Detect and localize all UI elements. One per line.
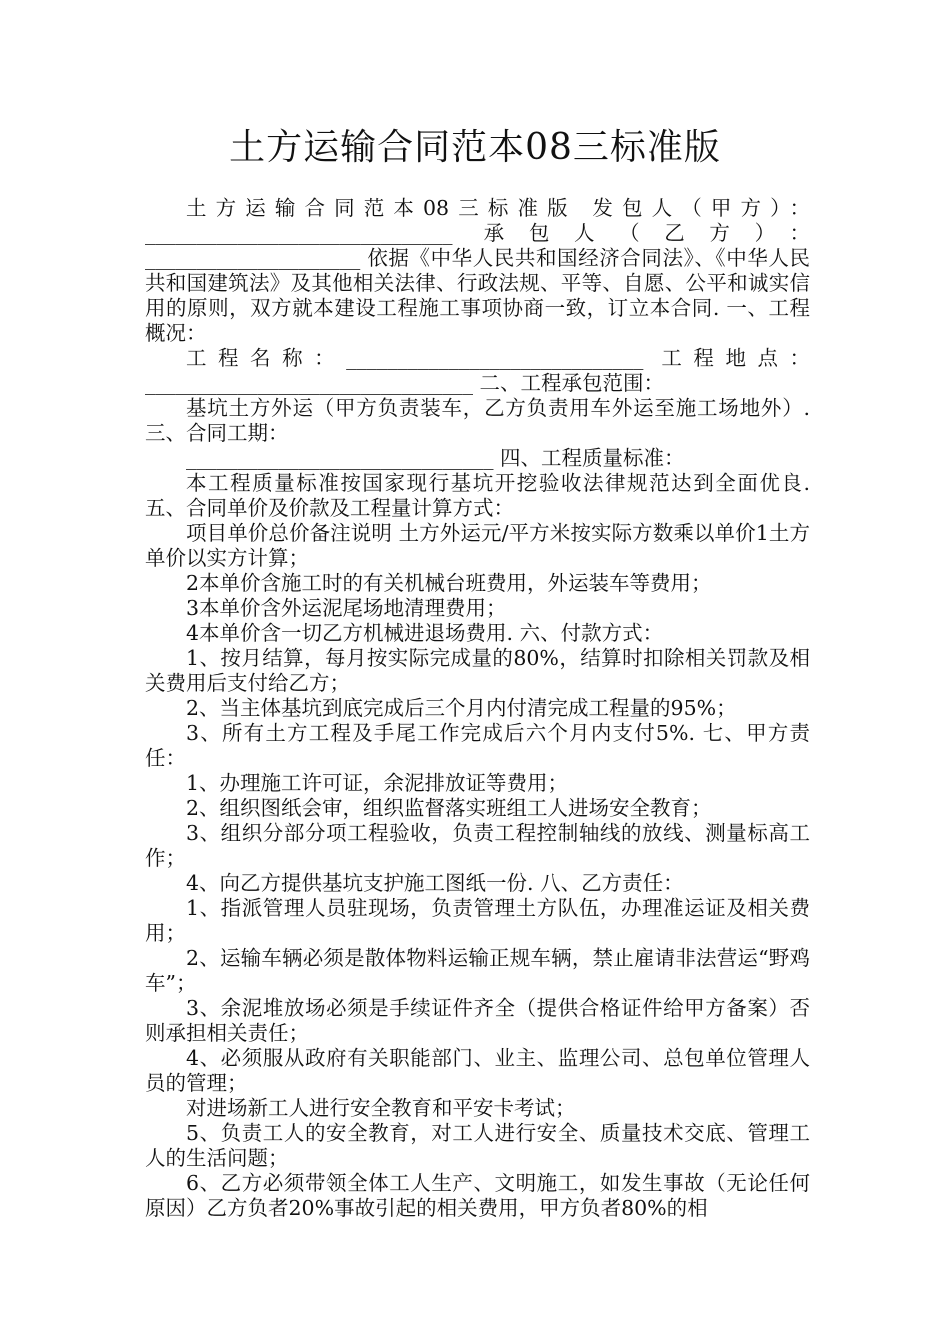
paragraph-party-a-3: 3、组织分部分项工程验收，负责工程控制轴线的放线、测量标高工作； [145,821,810,870]
paragraph-party-b-1: 1、指派管理人员驻现场，负责管理土方队伍，办理准运证及相关费用； [145,896,810,945]
paragraph-project-name: 工程名称：_____________________________ 工程地点：________________________________ 二、工程承包范围： [145,346,810,395]
paragraph-safety-exam: 对进场新工人进行安全教育和平安卡考试； [186,1096,576,1120]
paragraph-intro: 土方运输合同范本08三标准版 发包人（甲方）：______________________________ 承包人（乙方）：_____________________ 依据《中华人民共和国经济合同法》、《中华人民共和国建筑法》及其他相关法律、行政法规、平等、自愿、公平和诚实信用的原则，双方就本建设工程施工事项协商一致，订立本合同. 一、工程概况： [145,196,810,345]
paragraph-party-b-6: 6、乙方必须带领全体工人生产、文明施工，如发生事故（无论任何原因）乙方负者20%事故引起的相关费用，甲方负者80%的相 [145,1171,810,1220]
paragraph-party-b-4: 4、必须服从政府有关职能部门、业主、监理公司、总包单位管理人员的管理； [145,1046,810,1095]
paragraph-scope: 基坑土方外运（甲方负责装车，乙方负责用车外运至施工场地外）. 三、合同工期： [145,396,810,445]
paragraph-quality: 本工程质量标准按国家现行基坑开挖验收法律规范达到全面优良. 五、合同单价及价款及工程量计算方式： [145,471,810,520]
paragraph-payment-2: 2、当主体基坑到底完成后三个月内付清完成工程量的95%； [186,696,737,720]
paragraph-price-2: 2本单价含施工时的有关机械台班费用，外运装车等费用； [186,571,712,595]
document-body [145,196,810,1221]
paragraph-party-b-5: 5、负责工人的安全教育，对工人进行安全、质量技术交底、管理工人的生活问题； [145,1121,810,1170]
paragraph-party-a-4: 4、向乙方提供基坑支护施工图纸一份. 八、乙方责任： [186,871,684,895]
document-title: 土方运输合同范本08三标准版 [229,127,721,168]
paragraph-party-a-2: 2、组织图纸会审，组织监督落实班组工人进场安全教育； [186,796,712,820]
paragraph-party-a-1: 1、办理施工许可证，余泥排放证等费用； [186,771,569,795]
paragraph-party-b-3: 3、余泥堆放场必须是手续证件齐全（提供合格证件给甲方备案）否则承担相关责任； [145,996,810,1045]
paragraph-price-4: 4本单价含一切乙方机械进退场费用. 六、付款方式： [186,621,664,645]
paragraph-period: ______________________________ 四、工程质量标准： [186,446,685,470]
paragraph-price-3: 3本单价含外运泥尾场地清理费用； [186,596,507,620]
paragraph-payment-3: 3、所有土方工程及手尾工作完成后六个月内支付5%. 七、甲方责任： [145,721,810,770]
paragraph-payment-1: 1、按月结算，每月按实际完成量的80%，结算时扣除相关罚款及相关费用后支付给乙方； [145,646,810,695]
paragraph-unit-price: 项目单价总价备注说明 土方外运元/平方米按实际方数乘以单价1土方单价以实方计算； [145,521,810,570]
paragraph-party-b-2: 2、运输车辆必须是散体物料运输正规车辆，禁止雇请非法营运“野鸡车”； [145,946,810,995]
